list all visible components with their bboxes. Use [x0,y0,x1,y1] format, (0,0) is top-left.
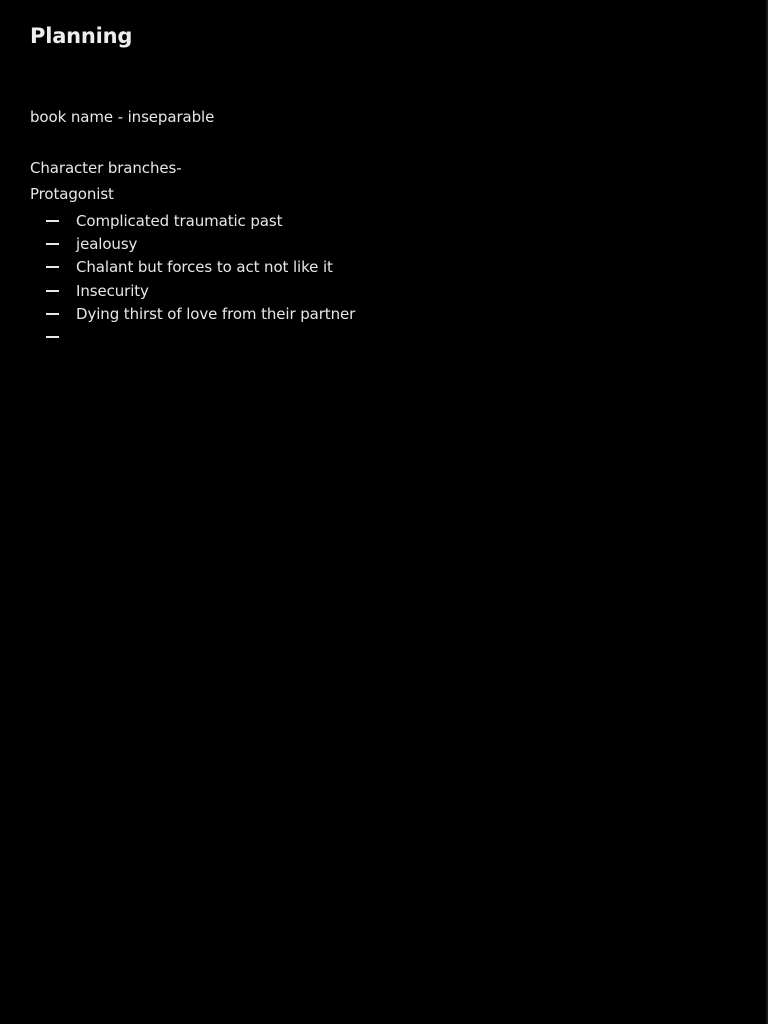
dash-bullet-icon [46,290,59,292]
dash-bullet-icon [46,313,59,315]
note-editor[interactable] [30,22,730,349]
note-title[interactable]: Planning [30,24,133,48]
list-item[interactable] [30,279,730,302]
list-item[interactable] [30,256,730,279]
list-item-text[interactable]: jealousy [76,234,138,253]
dash-bullet-icon [46,266,59,268]
list-item[interactable] [30,232,730,255]
book-name-line[interactable]: book name - inseparable [30,108,215,126]
list-item-text[interactable]: Insecurity [76,281,149,300]
dash-bullet-icon [46,243,59,245]
protagonist-line[interactable]: Protagonist [30,185,114,203]
list-item[interactable] [30,302,730,325]
list-item[interactable] [30,209,730,232]
character-branches-line[interactable]: Character branches- [30,159,182,177]
protagonist-bullet-list [30,209,730,349]
dash-bullet-icon [46,220,59,222]
dash-bullet-icon [46,336,59,338]
list-item-text[interactable]: Dying thirst of love from their partner [76,304,356,323]
list-item-text[interactable]: Chalant but forces to act not like it [76,258,333,277]
list-item-empty[interactable] [30,325,730,348]
list-item-text[interactable]: Complicated traumatic past [76,211,283,230]
